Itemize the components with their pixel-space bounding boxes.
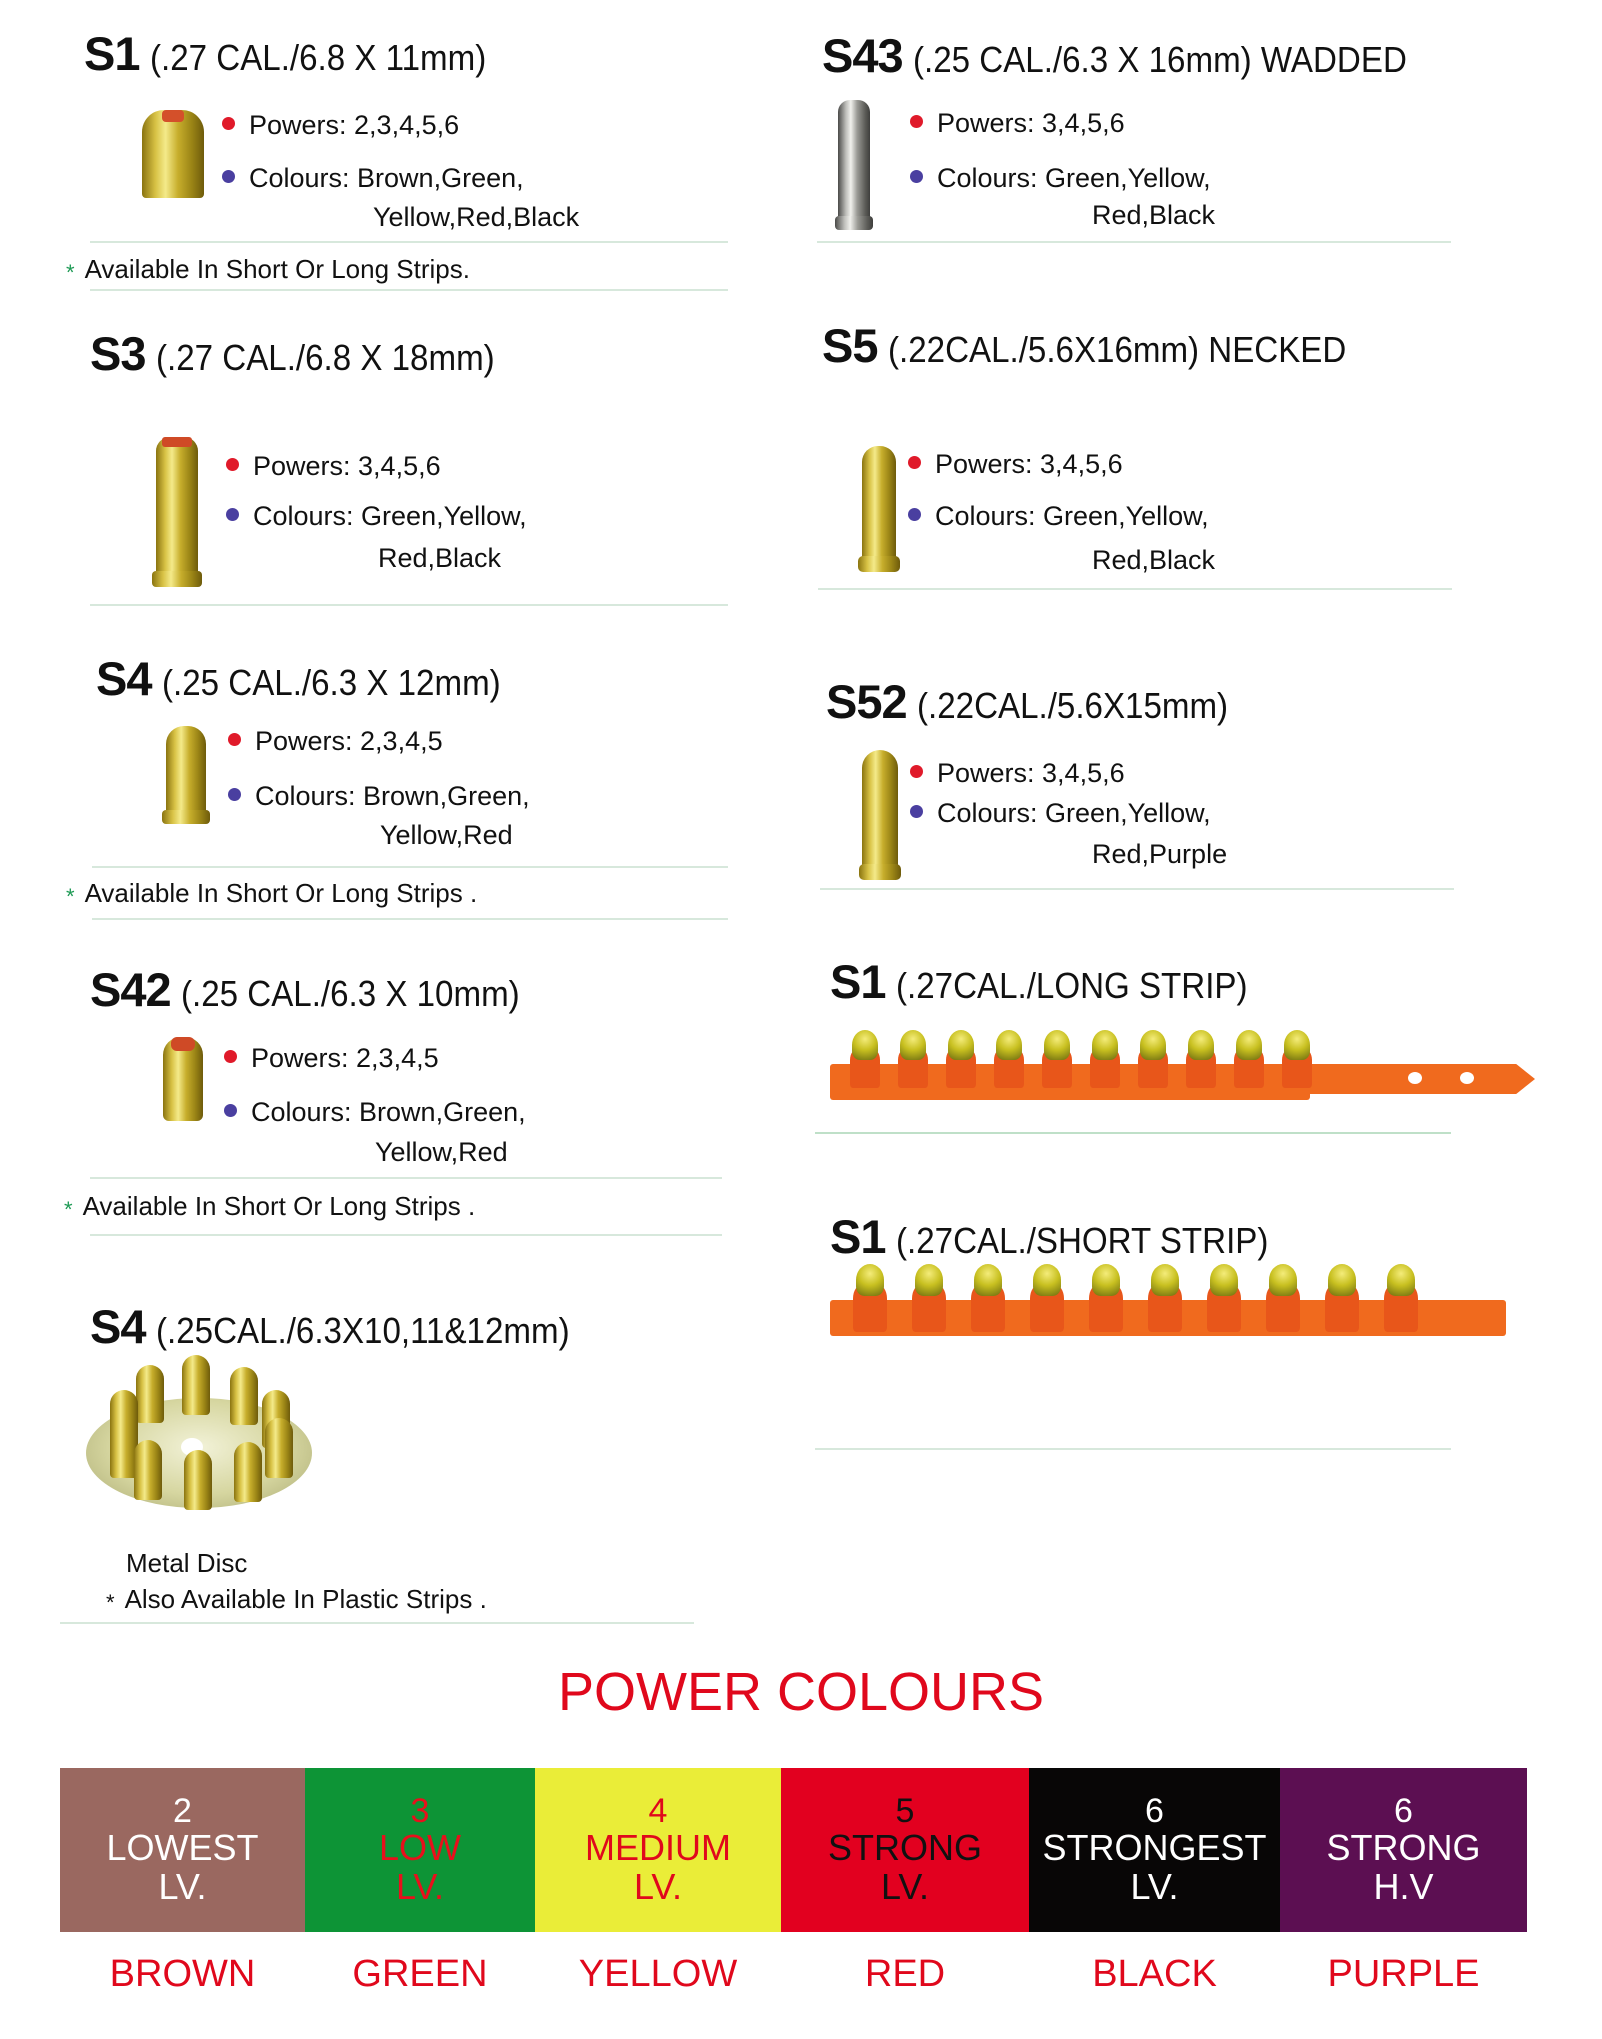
asterisk-icon: * bbox=[66, 884, 75, 909]
product-title bbox=[84, 27, 515, 80]
divider bbox=[820, 888, 1454, 890]
red-dot-icon bbox=[224, 1050, 237, 1063]
colours-line: Colours: Green,Yellow, bbox=[910, 800, 1211, 827]
product-title bbox=[822, 29, 1449, 82]
cartridge-image bbox=[163, 1037, 203, 1121]
colours-line: Colours: Brown,Green, bbox=[222, 165, 524, 192]
power-cell-green: 3 LOW LV. bbox=[305, 1768, 535, 1932]
colour-label-brown: BROWN bbox=[109, 1953, 256, 1995]
blue-dot-icon bbox=[224, 1104, 237, 1117]
asterisk-icon: * bbox=[106, 1590, 115, 1615]
product-code: S1 bbox=[84, 27, 140, 80]
colours-continuation: Red,Purple bbox=[1092, 839, 1228, 869]
asterisk-icon: * bbox=[64, 1197, 73, 1222]
product-code: S3 bbox=[90, 327, 146, 380]
strip-availability-note: * Available In Short Or Long Strips. bbox=[66, 254, 470, 285]
cartridge-icon bbox=[182, 1355, 210, 1415]
product-title bbox=[826, 675, 1255, 728]
colours-continuation: Yellow,Red,Black bbox=[373, 202, 580, 232]
red-dot-icon bbox=[222, 117, 235, 130]
product-title bbox=[90, 963, 549, 1016]
product-code: S4 bbox=[90, 1300, 146, 1353]
divider bbox=[90, 289, 728, 291]
product-spec: (.22CAL./5.6X16mm) NECKED bbox=[887, 329, 1346, 370]
colour-label-yellow: YELLOW bbox=[578, 1953, 738, 1995]
power-colours-table bbox=[60, 1768, 1527, 1932]
divider bbox=[818, 588, 1452, 590]
colours-continuation: Red,Black bbox=[378, 543, 502, 573]
cartridge-icon bbox=[234, 1442, 262, 1502]
power-colour-labels bbox=[60, 1955, 1527, 1993]
red-dot-icon bbox=[228, 733, 241, 746]
cartridge-icon bbox=[136, 1365, 164, 1423]
cartridge-image bbox=[142, 110, 204, 198]
divider bbox=[815, 1132, 1451, 1134]
cartridge-image bbox=[862, 750, 898, 880]
product-spec: (.27 CAL./6.8 X 11mm) bbox=[149, 37, 486, 78]
product-spec: (.27CAL./SHORT STRIP) bbox=[895, 1220, 1268, 1261]
product-title bbox=[830, 1210, 1300, 1263]
red-dot-icon bbox=[910, 765, 923, 778]
powers-line: Powers: 3,4,5,6 bbox=[908, 451, 1123, 478]
product-title bbox=[822, 319, 1386, 372]
blue-dot-icon bbox=[226, 508, 239, 521]
cartridge-image bbox=[838, 100, 870, 230]
strip-availability-note: * Available In Short Or Long Strips . bbox=[66, 878, 478, 909]
divider bbox=[92, 866, 728, 868]
colours-continuation: Red,Black bbox=[1092, 545, 1216, 575]
powers-line: Powers: 3,4,5,6 bbox=[226, 453, 441, 480]
red-dot-icon bbox=[226, 458, 239, 471]
divider bbox=[90, 604, 728, 606]
powers-line: Powers: 2,3,4,5 bbox=[228, 728, 443, 755]
cartridge-image bbox=[156, 437, 198, 587]
crimp-tip-icon bbox=[162, 437, 192, 447]
product-spec: (.25 CAL./6.3 X 12mm) bbox=[161, 662, 501, 703]
strip-hole bbox=[1408, 1072, 1422, 1084]
plastic-strip-note: * Also Available In Plastic Strips . bbox=[106, 1584, 487, 1615]
colours-continuation: Red,Black bbox=[1092, 200, 1216, 230]
colours-continuation: Yellow,Red bbox=[375, 1137, 508, 1167]
product-code: S1 bbox=[830, 955, 886, 1008]
strip-availability-note: * Available In Short Or Long Strips . bbox=[64, 1191, 476, 1222]
colour-label-red: RED bbox=[864, 1953, 946, 1995]
powers-line: Powers: 2,3,4,5 bbox=[224, 1045, 439, 1072]
strip-hole bbox=[1460, 1072, 1474, 1084]
product-spec: (.27CAL./LONG STRIP) bbox=[895, 965, 1248, 1006]
colours-line: Colours: Green,Yellow, bbox=[226, 503, 527, 530]
product-title bbox=[830, 955, 1278, 1008]
divider bbox=[817, 241, 1451, 243]
blue-dot-icon bbox=[910, 170, 923, 183]
divider bbox=[815, 1448, 1451, 1450]
power-cell-black: 6 STRONGEST LV. bbox=[1029, 1768, 1280, 1932]
product-code: S42 bbox=[90, 963, 171, 1016]
cartridge-icon bbox=[230, 1367, 258, 1425]
product-title bbox=[96, 652, 530, 705]
product-spec: (.25 CAL./6.3 X 10mm) bbox=[180, 973, 520, 1014]
blue-dot-icon bbox=[228, 788, 241, 801]
blue-dot-icon bbox=[910, 805, 923, 818]
cartridge-icon bbox=[134, 1440, 162, 1500]
product-code: S1 bbox=[830, 1210, 886, 1263]
product-code: S4 bbox=[96, 652, 152, 705]
crimp-tip-icon bbox=[171, 1037, 195, 1051]
disc-caption: Metal Disc bbox=[126, 1548, 248, 1578]
product-code: S43 bbox=[822, 29, 903, 82]
divider bbox=[90, 1177, 722, 1179]
divider bbox=[92, 918, 728, 920]
power-cell-purple: 6 STRONG H.V bbox=[1280, 1768, 1527, 1932]
colours-continuation: Yellow,Red bbox=[380, 820, 513, 850]
product-spec: (.22CAL./5.6X15mm) bbox=[916, 685, 1228, 726]
asterisk-icon: * bbox=[66, 260, 75, 285]
colour-label-purple: PURPLE bbox=[1327, 1953, 1480, 1995]
red-dot-icon bbox=[910, 115, 923, 128]
blue-dot-icon bbox=[908, 508, 921, 521]
product-code: S52 bbox=[826, 675, 907, 728]
product-title bbox=[90, 327, 524, 380]
cartridge-icon bbox=[265, 1418, 293, 1478]
power-colours-title: POWER COLOURS bbox=[557, 1662, 1045, 1722]
cartridge-image bbox=[862, 446, 896, 572]
colour-label-green: GREEN bbox=[352, 1953, 488, 1995]
powers-line: Powers: 3,4,5,6 bbox=[910, 110, 1125, 137]
power-cell-brown: 2 LOWEST LV. bbox=[60, 1768, 305, 1932]
divider bbox=[90, 1234, 722, 1236]
power-cell-yellow: 4 MEDIUM LV. bbox=[535, 1768, 781, 1932]
crimp-tip-icon bbox=[162, 110, 184, 122]
product-spec: (.27 CAL./6.8 X 18mm) bbox=[155, 337, 495, 378]
colours-line: Colours: Green,Yellow, bbox=[910, 165, 1211, 192]
powers-line: Powers: 3,4,5,6 bbox=[910, 760, 1125, 787]
divider bbox=[60, 1622, 694, 1624]
colours-line: Colours: Green,Yellow, bbox=[908, 503, 1209, 530]
divider bbox=[90, 241, 728, 243]
product-code: S5 bbox=[822, 319, 878, 372]
colours-line: Colours: Brown,Green, bbox=[228, 783, 530, 810]
colour-label-black: BLACK bbox=[1092, 1953, 1217, 1995]
cartridge-image bbox=[166, 726, 206, 824]
power-cell-red: 5 STRONG LV. bbox=[781, 1768, 1029, 1932]
colours-line: Colours: Brown,Green, bbox=[224, 1099, 526, 1126]
product-title bbox=[90, 1300, 605, 1353]
powers-line: Powers: 2,3,4,5,6 bbox=[222, 112, 459, 139]
red-dot-icon bbox=[908, 456, 921, 469]
product-spec: (.25 CAL./6.3 X 16mm) WADDED bbox=[912, 39, 1407, 80]
cartridge-icon bbox=[184, 1450, 212, 1510]
product-spec: (.25CAL./6.3X10,11&12mm) bbox=[155, 1310, 570, 1351]
blue-dot-icon bbox=[222, 170, 235, 183]
